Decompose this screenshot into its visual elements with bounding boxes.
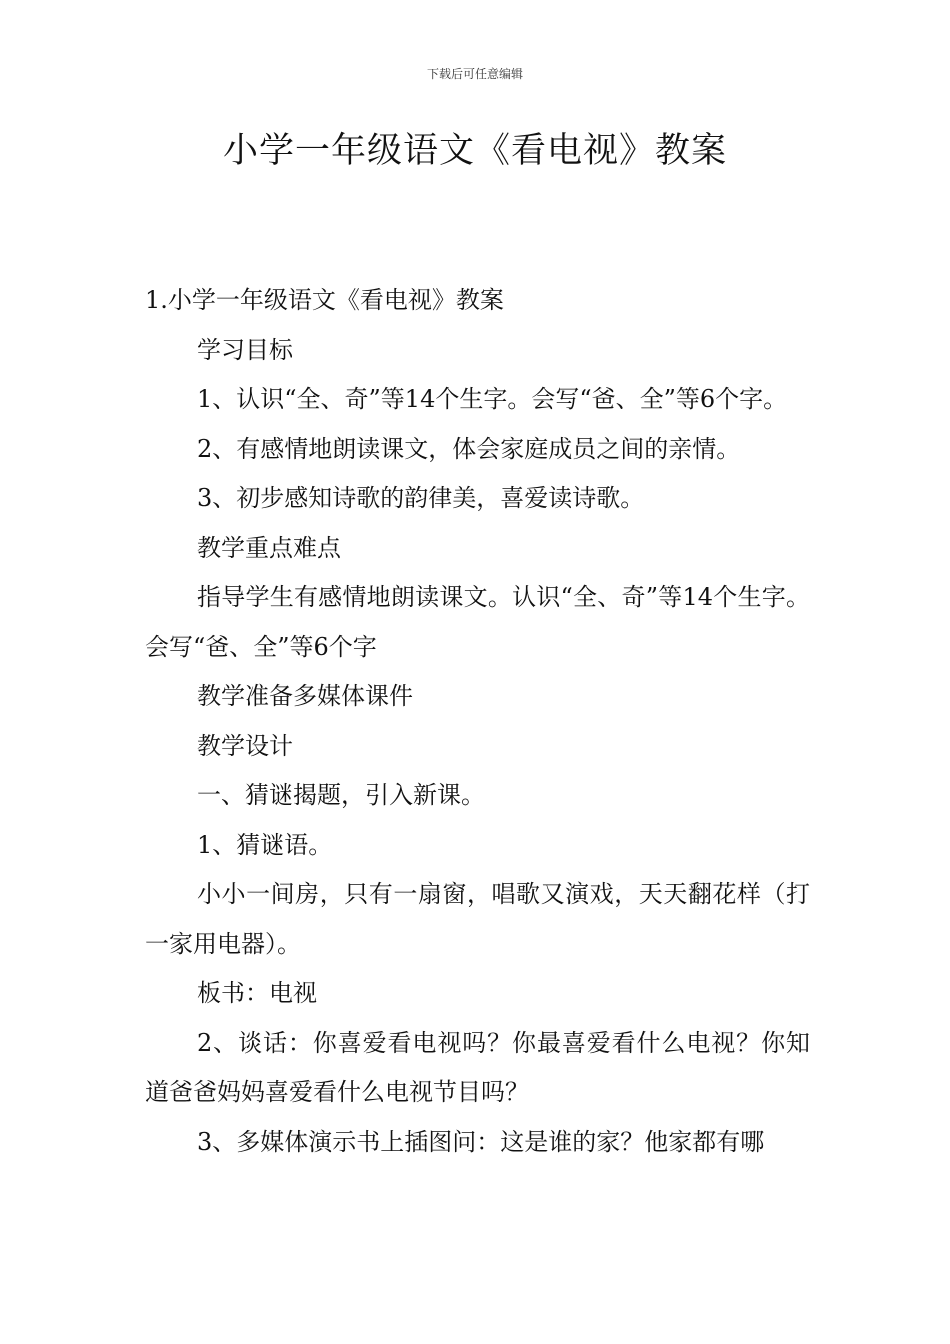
paragraph: 一、猜谜揭题，引入新课。 bbox=[197, 781, 485, 809]
paragraph: 3、多媒体演示书上插图问：这是谁的家？他家都有哪 bbox=[197, 1127, 765, 1156]
paragraph: 1、猜谜语。 bbox=[197, 830, 333, 859]
paragraph: 教学重点难点 bbox=[197, 533, 341, 562]
paragraph: 3、初步感知诗歌的韵律美，喜爱读诗歌。 bbox=[197, 484, 645, 512]
paragraph: 指导学生有感情地朗读课文。认识“全、奇”等14个生字。会写“爸、全”等6个字 bbox=[145, 583, 810, 661]
paragraph: 教学设计 bbox=[197, 731, 293, 760]
paragraph: 2、谈话：你喜爱看电视吗？你最喜爱看什么电视？你知道爸爸妈妈喜爱看什么电视节目吗？ bbox=[145, 1028, 810, 1106]
paragraph: 板书：电视 bbox=[197, 979, 317, 1007]
section-heading: 1.小学一年级语文《看电视》教案 bbox=[145, 286, 504, 314]
header-note: 下载后可任意编辑 bbox=[426, 67, 523, 81]
paragraph: 1、认识“全、奇”等14个生字。会写“爸、全”等6个字。 bbox=[197, 385, 788, 413]
paragraph: 2、有感情地朗读课文，体会家庭成员之间的亲情。 bbox=[197, 434, 741, 463]
document-title: 小学一年级语文《看电视》教案 bbox=[222, 131, 727, 171]
document-body bbox=[145, 276, 810, 1167]
paragraph: 学习目标 bbox=[197, 335, 293, 364]
paragraph: 小小一间房，只有一扇窗，唱歌又演戏，天天翻花样（打一家用电器）。 bbox=[145, 880, 810, 958]
paragraph: 教学准备多媒体课件 bbox=[197, 682, 413, 710]
